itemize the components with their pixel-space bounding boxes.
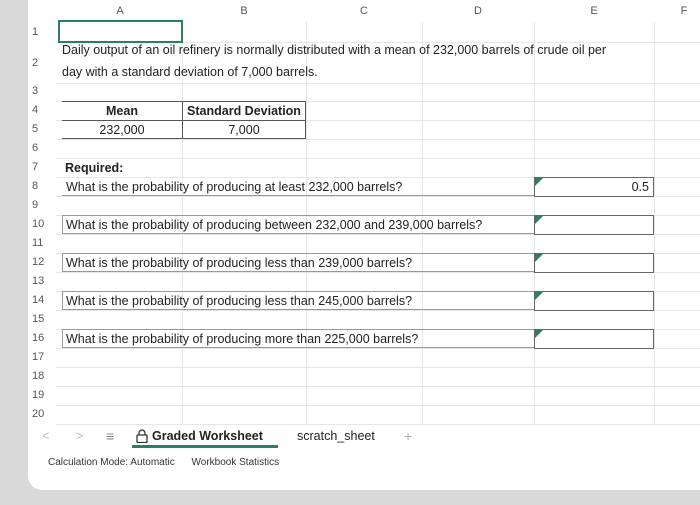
selected-cell-a1[interactable] [58, 20, 183, 43]
workbook-statistics[interactable]: Workbook Statistics [191, 457, 280, 468]
row-header[interactable]: 2 [32, 57, 39, 69]
calc-mode[interactable]: Calculation Mode: Automatic [48, 457, 175, 468]
answer-input[interactable] [534, 215, 654, 235]
question-text: What is the probability of producing less than 245,000 barrels? [66, 294, 413, 308]
comment-indicator-icon [535, 292, 543, 300]
sheet-tabs-bar [32, 426, 692, 448]
tab-graded-worksheet[interactable] [132, 426, 278, 448]
next-sheet-icon[interactable]: > [76, 429, 84, 443]
question-text: What is the probability of producing less than 239,000 barrels? [66, 256, 413, 270]
intro-line-1: Daily output of an oil refinery is normally distributed with a mean of 232,000 barrels of crude oil per [62, 43, 607, 57]
tab-label: Graded Worksheet [152, 429, 263, 443]
answer-value: 0.5 [631, 180, 649, 194]
col-header-b[interactable]: B [240, 5, 248, 17]
answer-input[interactable] [534, 253, 654, 273]
col-header-e[interactable]: E [590, 5, 598, 17]
mean-header: Mean [62, 101, 182, 120]
question-text: What is the probability of producing more than 225,000 barrels? [66, 332, 419, 346]
row-header[interactable]: 18 [32, 370, 45, 382]
row-header[interactable]: 8 [32, 180, 39, 192]
row-header[interactable]: 20 [32, 408, 45, 420]
row-header[interactable]: 16 [32, 332, 45, 344]
sheet-list-icon[interactable]: ≡ [106, 428, 115, 444]
col-header-d[interactable]: D [474, 5, 482, 17]
col-header-a[interactable]: A [116, 5, 124, 17]
comment-indicator-icon [535, 254, 543, 262]
question-text: What is the probability of producing between 232,000 and 239,000 barrels? [66, 218, 483, 232]
row-header[interactable]: 19 [32, 389, 45, 401]
row-header[interactable]: 12 [32, 256, 45, 268]
col-header-f[interactable]: F [680, 5, 688, 17]
comment-indicator-icon [535, 178, 543, 186]
status-bar [48, 457, 279, 468]
prev-sheet-icon[interactable]: < [42, 429, 50, 443]
answer-input[interactable] [534, 329, 654, 349]
row-header[interactable]: 3 [32, 85, 39, 97]
comment-indicator-icon [535, 216, 543, 224]
row-header[interactable]: 10 [32, 218, 45, 230]
row-header[interactable]: 14 [32, 294, 45, 306]
row-header[interactable]: 17 [32, 351, 45, 363]
col-header-c[interactable]: C [360, 5, 368, 17]
row-header[interactable]: 15 [32, 313, 45, 325]
add-sheet-icon[interactable]: + [404, 428, 413, 444]
lock-icon [136, 429, 148, 443]
sd-header: Standard Deviation [182, 101, 306, 120]
answer-input[interactable] [534, 177, 654, 197]
tab-scratch-sheet[interactable]: scratch_sheet [297, 429, 375, 443]
intro-line-2: day with a standard deviation of 7,000 barrels. [62, 65, 318, 79]
row-header[interactable]: 13 [32, 275, 45, 287]
row-header[interactable]: 5 [32, 123, 39, 135]
sd-value: 7,000 [182, 120, 306, 139]
row-header[interactable]: 4 [32, 104, 39, 116]
row-header[interactable]: 1 [32, 26, 39, 38]
question-text: What is the probability of producing at least 232,000 barrels? [66, 180, 403, 194]
row-header[interactable]: 11 [32, 237, 44, 249]
answer-input[interactable] [534, 291, 654, 311]
row-header[interactable]: 9 [32, 199, 39, 211]
row-header[interactable]: 7 [32, 161, 39, 173]
row-header[interactable]: 6 [32, 142, 39, 154]
required-label: Required: [65, 161, 124, 175]
comment-indicator-icon [535, 330, 543, 338]
mean-value: 232,000 [62, 120, 182, 139]
